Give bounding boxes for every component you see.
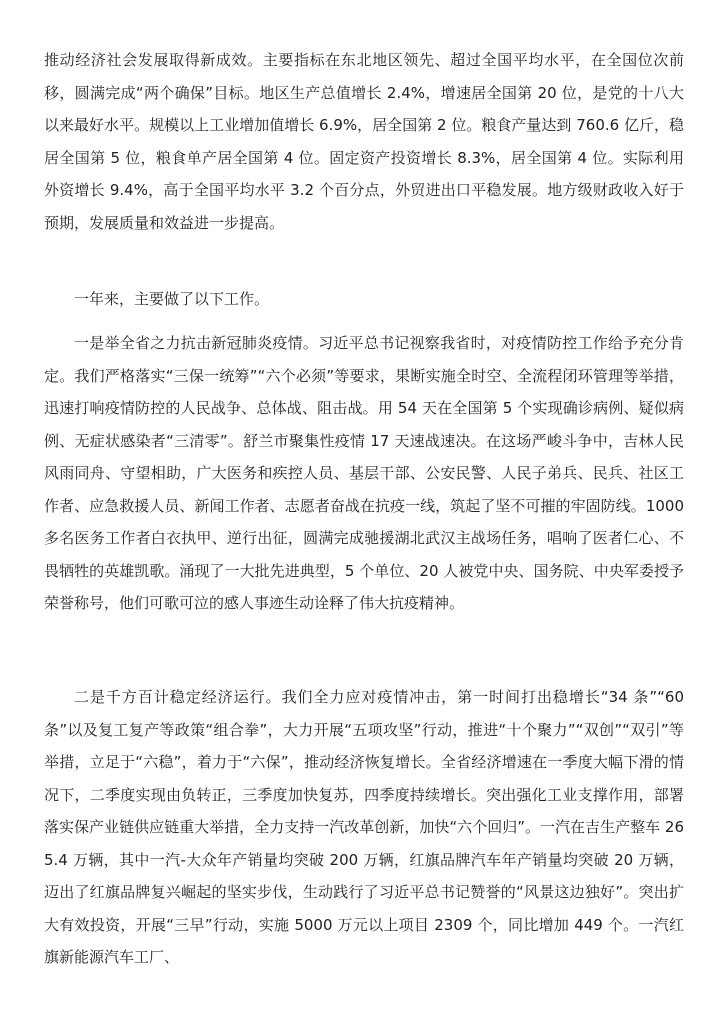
paragraph-economic-results: 推动经济社会发展取得新成效。主要指标在东北地区领先、超过全国平均水平，在全国位次前移，圆满完成“两个确保”目标。地区生产总值增长 2.4%，增速居全国第 20 位，是党的十八大以来最好水平。规模以上工业增加值增长 6.9%，居全国第 2 位。粮食产量达到 760.6 亿斤，稳居全国第 5 位，粮食单产居全国第 4 位。固定资产投资增长 8.3%，居全国第 4 位。实际利用外资增长 9.4%，高于全国平均水平 3.2 个百分点，外贸进出口平稳发展。地方级财政收入好于预期，发展质量和效益进一步提高。	[44, 51, 684, 232]
paragraph-economic-stability: 二是千方百计稳定经济运行。我们全力应对疫情冲击，第一时间打出稳增长“34 条”“60 条”以及复工复产等政策“组合拳”，大力开展“五项攻坚”行动，推进“十个聚力”“双创”“双引”等举措，立足于“六稳”，着力于“六保”，推动经济恢复增长。全省经济增速在一季度大幅下滑的情况下，二季度实现由负转正，三季度加快复苏，四季度持续增长。突出强化工业支撑作用，部署落实保产业链供应链重大举措，全力支持一汽改革创新，加快“六个回归”。一汽在吉生产整车 265.4 万辆，其中一汽-大众年产销量均突破 200 万辆，红旗品牌汽车年产销量均突破 20 万辆，迈出了红旗品牌复兴崛起的坚实步伐，生动践行了习近平总书记赞誉的“风景这边独好”。突出扩大有效投资，开展“三早”行动，实施 5000 万元以上项目 2309 个，同比增加 449 个。一汽红旗新能源汽车工厂、	[44, 688, 684, 966]
paragraph-work-intro: 一年来，主要做了以下工作。	[74, 290, 270, 308]
paragraph-epidemic-fight: 一是举全省之力抗击新冠肺炎疫情。习近平总书记视察我省时，对疫情防控工作给予充分肯定。我们严格落实“三保一统筹”“六个必须”等要求，果断实施全时空、全流程闭环管理等举措，迅速打响疫情防控的人民战争、总体战、阻击战。用 54 天在全国第 5 个实现确诊病例、疑似病例、无症状感染者“三清零”。舒兰市聚集性疫情 17 天速战速决。在这场严峻斗争中，吉林人民风雨同舟、守望相助，广大医务和疾控人员、基层干部、公安民警、人民子弟兵、民兵、社区工作者、应急救援人员、新闻工作者、志愿者奋战在抗疫一线，筑起了坚不可摧的牢固防线。1000 多名医务工作者白衣执甲、逆行出征，圆满完成驰援湖北武汉主战场任务，唱响了医者仁心、不畏牺牲的英雄凯歌。涌现了一大批先进典型，5 个单位、20 人被党中央、国务院、中央军委授予荣誉称号，他们可歌可泣的感人事迹生动诠释了伟大抗疫精神。	[44, 334, 684, 612]
